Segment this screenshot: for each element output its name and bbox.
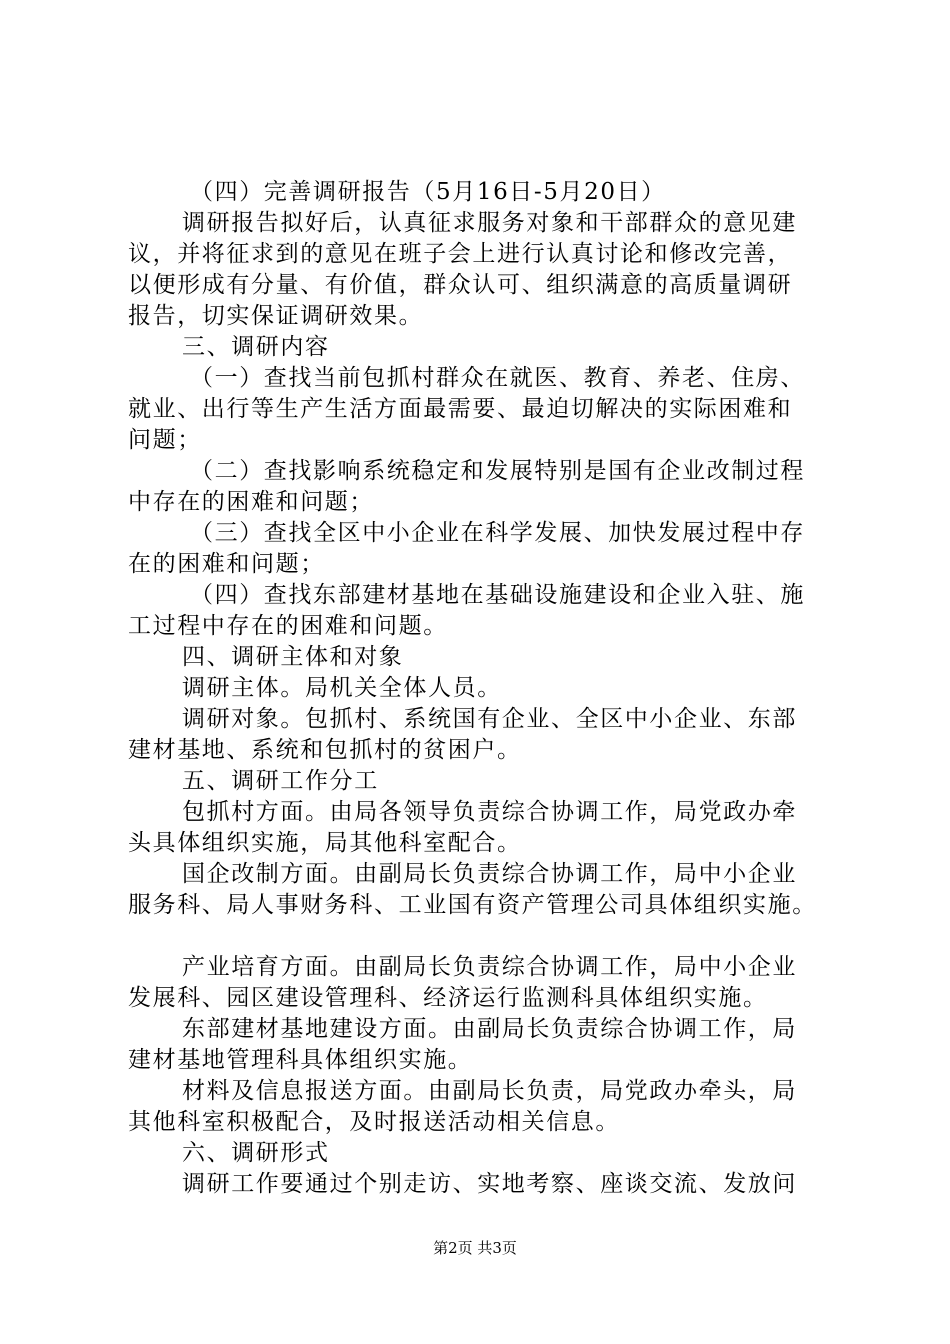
paragraph-line: （四）查找东部建材基地在基础设施建设和企业入驻、施	[190, 582, 805, 608]
paragraph-line: 议，并将征求到的意见在班子会上进行认真讨论和修改完善，	[128, 241, 793, 267]
paragraph-line: （二）查找影响系统稳定和发展特别是国有企业改制过程	[190, 458, 805, 484]
paragraph-line: 服务科、局人事财务科、工业国有资产管理公司具体组织实施。	[128, 892, 817, 918]
paragraph-line: （一）查找当前包抓村群众在就医、教育、养老、住房、	[190, 365, 805, 391]
heading-research-form: 六、调研形式	[182, 1140, 330, 1166]
paragraph-line: 中存在的困难和问题；	[128, 489, 374, 515]
paragraph-line: 东部建材基地建设方面。由副局长负责综合协调工作，局	[182, 1016, 797, 1042]
paragraph-line: 建材基地、系统和包抓村的贫困户。	[128, 737, 522, 763]
heading-research-content: 三、调研内容	[182, 334, 330, 360]
paragraph-line: 其他科室积极配合，及时报送活动相关信息。	[128, 1109, 620, 1135]
heading-research-subjects: 四、调研主体和对象	[182, 644, 404, 670]
paragraph-line: （三）查找全区中小企业在科学发展、加快发展过程中存	[190, 520, 805, 546]
paragraph-line: 材料及信息报送方面。由副局长负责，局党政办牵头，局	[182, 1078, 797, 1104]
paragraph-line: 头具体组织实施，局其他科室配合。	[128, 830, 522, 856]
paragraph-line: 调研工作要通过个别走访、实地考察、座谈交流、发放问	[182, 1171, 797, 1197]
paragraph-line: 就业、出行等生产生活方面最需要、最迫切解决的实际困难和	[128, 396, 793, 422]
paragraph-line: 包抓村方面。由局各领导负责综合协调工作，局党政办牵	[182, 799, 797, 825]
page-number-footer: 第2页 共3页	[433, 1239, 517, 1257]
heading-section-4-report: （四）完善调研报告（5月16日-5月20日）	[190, 179, 666, 205]
paragraph-line: 问题；	[128, 427, 202, 453]
paragraph-line: 调研主体。局机关全体人员。	[182, 675, 502, 701]
heading-work-division: 五、调研工作分工	[182, 768, 379, 794]
paragraph-line: 以便形成有分量、有价值，群众认可、组织满意的高质量调研	[128, 272, 793, 298]
paragraph-line: 发展科、园区建设管理科、经济运行监测科具体组织实施。	[128, 985, 768, 1011]
paragraph-line: 报告，切实保证调研效果。	[128, 303, 424, 329]
paragraph-line: 调研对象。包抓村、系统国有企业、全区中小企业、东部	[182, 706, 797, 732]
paragraph-line: 建材基地管理科具体组织实施。	[128, 1047, 473, 1073]
paragraph-line: 国企改制方面。由副局长负责综合协调工作，局中小企业	[182, 861, 797, 887]
paragraph-line: 调研报告拟好后，认真征求服务对象和干部群众的意见建	[182, 210, 797, 236]
paragraph-line: 工过程中存在的困难和问题。	[128, 613, 448, 639]
paragraph-line: 在的困难和问题；	[128, 551, 325, 577]
paragraph-line: 产业培育方面。由副局长负责综合协调工作，局中小企业	[182, 954, 797, 980]
